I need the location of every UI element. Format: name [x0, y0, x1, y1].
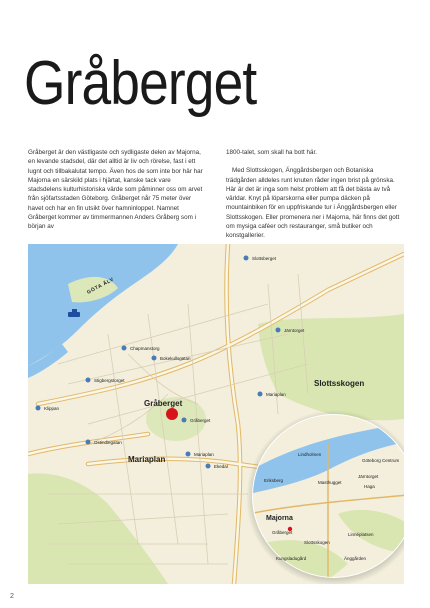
body-text-left-column — [28, 148, 206, 232]
river-label: GÖTA ÄLV — [86, 276, 116, 296]
svg-text:Mariaplan: Mariaplan — [266, 392, 286, 397]
svg-text:Linnéplatsen: Linnéplatsen — [348, 532, 374, 537]
intro-paragraph-continued: 1800-talet, som skall ha bott här. — [226, 149, 318, 156]
svg-text:Kungsladugård: Kungsladugård — [276, 556, 307, 561]
svg-text:Masthugget: Masthugget — [318, 480, 342, 485]
area-map — [28, 244, 404, 584]
svg-text:Järntorget: Järntorget — [358, 474, 379, 479]
svg-text:Chapmanstorg: Chapmanstorg — [130, 346, 160, 351]
page-number: 2 — [10, 593, 14, 600]
svg-text:Bokekullsgatan: Bokekullsgatan — [160, 356, 191, 361]
map-canvas — [28, 244, 404, 584]
svg-text:Göteborg Centrum: Göteborg Centrum — [362, 458, 400, 463]
location-marker — [166, 408, 178, 420]
graberget-label: Gråberget — [144, 399, 183, 408]
svg-text:Slottsberget: Slottsberget — [252, 256, 277, 261]
svg-text:Stigbergstorget: Stigbergstorget — [94, 378, 125, 383]
page-title: Gråberget — [24, 49, 257, 118]
body-text-right-column — [226, 148, 404, 241]
svg-text:Järntorget: Järntorget — [284, 328, 305, 333]
intro-paragraph: Gråberget är den västligaste och sydligaste delen av Majorna, en levande stadsdel, där det alltid är liv och rörelse, fast i ett lugnt och tillbakalutat tempo. Även hos de som inte bor här har Majorna en särskild plats i hjärtat, kanske tack vare stadsdelens kulturhistoriska värde som påminner oss om arvet från sjöfartsstaden Göteborg. Gråberget når 75 meter över havet och har en fin utsikt över hamninloppet. Namnet Gråberget kommer av timmermannen Anders Gråberg som i början av — [28, 149, 203, 231]
svg-text:Haga: Haga — [364, 484, 375, 489]
svg-text:Majorna: Majorna — [266, 515, 293, 522]
mariaplan-label: Mariaplan — [128, 455, 166, 464]
svg-text:Änggården: Änggården — [344, 556, 367, 561]
svg-text:Eriksberg: Eriksberg — [264, 478, 284, 483]
slottsskogen-label: Slottsskogen — [314, 379, 365, 388]
svg-text:Slottsskogen: Slottsskogen — [304, 540, 330, 545]
svg-text:Gråberget: Gråberget — [272, 530, 293, 535]
svg-text:Gråberget: Gråberget — [190, 418, 211, 423]
svg-text:Lindholmen: Lindholmen — [298, 452, 322, 457]
svg-text:Ostindiegatan: Ostindiegatan — [94, 440, 122, 445]
svg-text:Mariaplan: Mariaplan — [194, 452, 214, 457]
stop-ekedal — [206, 464, 228, 470]
svg-text:Klippan: Klippan — [44, 406, 60, 411]
svg-text:Ekedal: Ekedal — [214, 464, 228, 469]
nature-paragraph: Med Slottsskogen, Änggårdsbergen och Botaniska trädgården alldeles runt knuten råder ingen brist på grönska. Här är det är inga som helst problem att få det bästa av två världar. Knyt på löparskorna eller pumpa däcken på mountainbiken för en uppfriskande tur i Änggårdsbergen eller Slottsskogen. Eller promenera ner i Majorna, här finns det gott om mysiga caféer och restauranger, små butiker och konstgallerier. — [226, 167, 400, 240]
stop-klippan — [36, 406, 60, 412]
